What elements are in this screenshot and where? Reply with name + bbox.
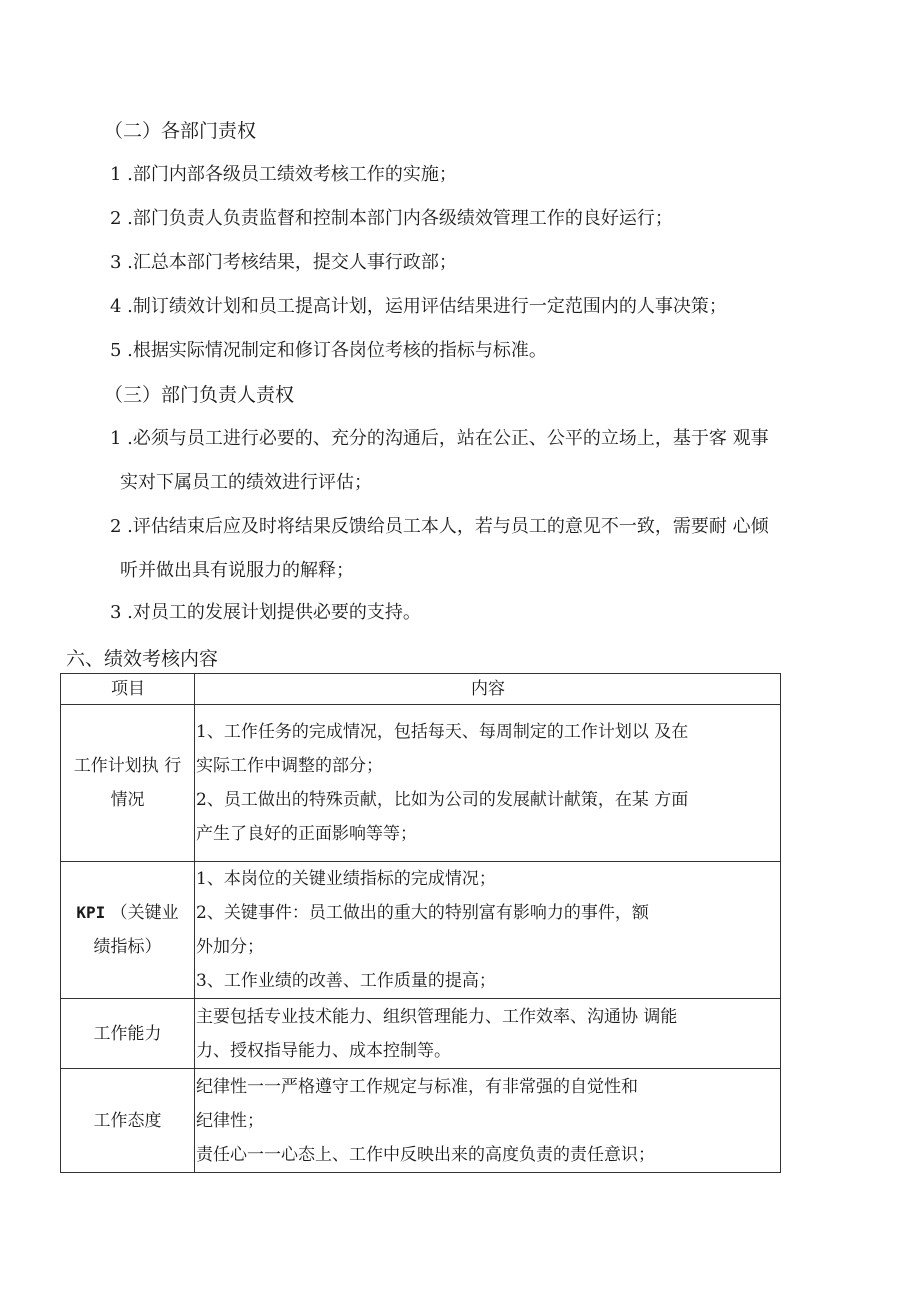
row-content-attitude: 纪律性一一严格遵守工作规定与标准，有非常强的自觉性和 纪律性； 责任心一一心态上、工作中反映出来的高度负责的责任意识； xyxy=(195,1069,781,1173)
row-item-ability: 工作能力 xyxy=(61,999,195,1069)
table-row xyxy=(61,1069,781,1173)
row-item-work-plan: 工作计划执 行 情况 xyxy=(61,705,195,862)
table-row xyxy=(61,999,781,1069)
head-item-1-line2: 实对下属员工的绩效进行评估； xyxy=(120,472,372,493)
header-item: 项目 xyxy=(61,674,195,705)
head-item-1-line1: 1 .必须与员工进行必要的、充分的沟通后，站在公正、公平的立场上，基于客 观事 xyxy=(110,428,769,449)
dept-item-5: 5 .根据实际情况制定和修订各岗位考核的指标与标准。 xyxy=(110,340,547,361)
table-row xyxy=(61,705,781,862)
head-item-3: 3 .对员工的发展计划提供必要的支持。 xyxy=(110,602,421,623)
table-header-row xyxy=(61,674,781,705)
assessment-content-table xyxy=(60,673,781,1173)
dept-item-3: 3 .汇总本部门考核结果，提交人事行政部； xyxy=(110,252,457,273)
row-item-kpi: KPI （关键业 绩指标） xyxy=(61,862,195,999)
dept-responsibilities-title: （二）各部门责权 xyxy=(104,120,257,142)
dept-item-2: 2 .部门负责人负责监督和控制本部门内各级绩效管理工作的良好运行； xyxy=(110,208,673,229)
head-item-2-line2: 听并做出具有说服力的解释； xyxy=(120,560,354,581)
row-content-ability: 主要包括专业技术能力、组织管理能力、工作效率、沟通协 调能 力、授权指导能力、成本控制等。 xyxy=(195,999,781,1069)
row-content-work-plan: 1、工作任务的完成情况，包括每天、每周制定的工作计划以 及在 实际工作中调整的部分； 2、员工做出的特殊贡献，比如为公司的发展献计献策，在某 方面 产生了良好的正面影响等等； xyxy=(195,705,781,862)
assessment-content-title: 六、绩效考核内容 xyxy=(66,648,219,670)
dept-head-responsibilities-title: （三）部门负责人责权 xyxy=(104,384,295,406)
dept-item-1: 1 .部门内部各级员工绩效考核工作的实施； xyxy=(110,164,457,185)
header-content: 内容 xyxy=(195,674,781,705)
head-item-2-line1: 2 .评估结束后应及时将结果反馈给员工本人，若与员工的意见不一致，需要耐 心倾 xyxy=(110,516,769,537)
table-row xyxy=(61,862,781,999)
dept-item-4: 4 .制订绩效计划和员工提高计划，运用评估结果进行一定范围内的人事决策； xyxy=(110,296,727,317)
kpi-label: KPI xyxy=(76,903,106,922)
row-item-attitude: 工作态度 xyxy=(61,1069,195,1173)
row-content-kpi: 1、本岗位的关键业绩指标的完成情况； 2、关键事件：员工做出的重大的特别富有影响力的事件，额 外加分； 3、工作业绩的改善、工作质量的提高； xyxy=(195,862,781,999)
